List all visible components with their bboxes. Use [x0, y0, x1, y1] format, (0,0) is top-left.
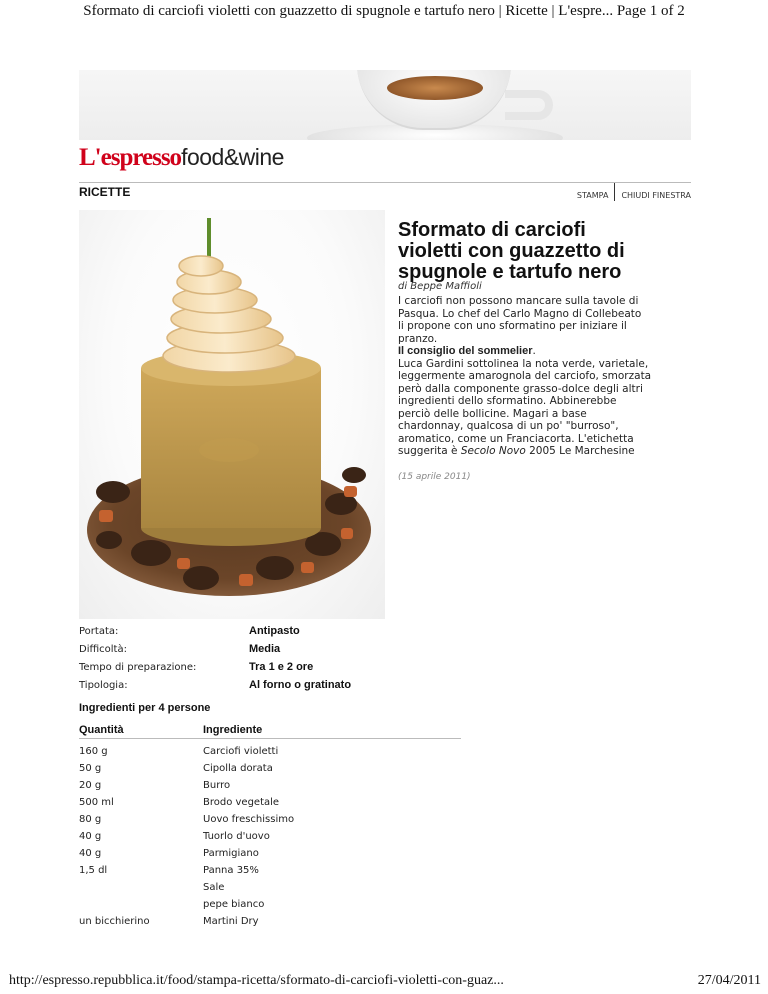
- ingredient-name: Burro: [203, 780, 231, 791]
- ingredients-body: [79, 739, 461, 930]
- sommelier-line: perciò delle bollicine. Magari a base: [398, 407, 587, 420]
- recipe-photo: [79, 210, 385, 619]
- info-value: Tra 1 e 2 ore: [249, 661, 314, 673]
- ingredients-header-row: [79, 721, 461, 739]
- ingredient-name: pepe bianco: [203, 899, 265, 910]
- ingredient-row: [79, 743, 461, 760]
- info-row-tipologia: [79, 676, 351, 694]
- intro-line: li propone con uno sformatino per iniziare il: [398, 320, 627, 332]
- title-line: Sformato di carciofi: [398, 219, 586, 241]
- info-label: Tempo di preparazione:: [79, 661, 197, 673]
- info-row-tempo: [79, 658, 351, 676]
- info-value: Al forno o gratinato: [249, 679, 352, 691]
- wine-name: Secolo Novo: [460, 445, 526, 457]
- ingredient-row: [79, 879, 461, 896]
- title-line: spugnole e tartufo nero: [398, 261, 622, 283]
- ingredient-row: [79, 913, 461, 930]
- info-row-portata: [79, 622, 351, 640]
- ingredient-quantity: 160 g: [79, 746, 108, 757]
- publication-date: (15 aprile 2011): [398, 472, 471, 482]
- header-divider: [79, 182, 691, 183]
- ingredient-quantity: 1,5 dl: [79, 865, 108, 876]
- ingredient-row: [79, 794, 461, 811]
- title-line: violetti con guazzetto di: [398, 240, 625, 262]
- footer-url: http://espresso.repubblica.it/food/stampa-ricetta/sformato-di-carciofi-violetti-con-guaz...: [9, 973, 504, 988]
- ingredient-quantity: 20 g: [79, 780, 102, 791]
- ingredient-name: Cipolla dorata: [203, 763, 273, 774]
- ingredient-name: Panna 35%: [203, 865, 259, 876]
- ingredient-name: Martini Dry: [203, 916, 259, 927]
- info-value: Antipasto: [249, 625, 300, 637]
- print-footer: [9, 973, 761, 989]
- ingredient-row: [79, 811, 461, 828]
- sommelier-line: leggermente amarognola del carciofo, smorzata: [398, 370, 652, 382]
- ingredient-name: Tuorlo d'uovo: [203, 831, 270, 842]
- section-label: RICETTE: [79, 185, 131, 199]
- ingredient-quantity: 50 g: [79, 763, 102, 774]
- ingredient-name: Sale: [203, 882, 225, 893]
- intro-line: I carciofi non possono mancare sulla tavole di: [398, 295, 639, 307]
- info-label: Portata:: [79, 625, 119, 637]
- recipe-title: [398, 220, 688, 283]
- page-tools: [577, 189, 691, 201]
- info-value: Media: [249, 643, 281, 655]
- wine-suffix: 2005 Le Marchesine: [525, 445, 635, 457]
- cup-handle-graphic: [505, 90, 553, 120]
- coffee-graphic: [387, 76, 483, 100]
- ingredient-row: [79, 760, 461, 777]
- info-label: Difficoltà:: [79, 643, 127, 655]
- footer-date: 27/04/2011: [697, 973, 761, 988]
- sommelier-line: ingredienti dello sformatino. Abbinerebbe: [398, 395, 617, 407]
- ingredient-quantity: 40 g: [79, 831, 102, 842]
- ingredient-name: Carciofi violetti: [203, 746, 279, 757]
- sommelier-line: Luca Gardini sottolinea la nota verde, varietale,: [398, 357, 649, 370]
- print-link[interactable]: STAMPA: [576, 190, 609, 200]
- info-row-difficolta: [79, 640, 351, 658]
- ingredient-quantity: 80 g: [79, 814, 102, 825]
- ingredient-name: Brodo vegetale: [203, 797, 280, 808]
- logo-espresso-text: L'espresso: [79, 144, 182, 171]
- intro-line: Pasqua. Lo chef del Carlo Magno di Collebeato: [398, 307, 642, 320]
- coffee-cup-banner: [79, 70, 691, 140]
- sommelier-line: aromatico, come un Franciacorta. L'etichetta: [398, 432, 634, 445]
- recipe-info-table: [79, 622, 351, 694]
- espresso-food-wine-logo[interactable]: [79, 144, 284, 174]
- intro-line: pranzo.: [398, 332, 438, 345]
- ingredient-quantity: 500 ml: [79, 797, 114, 808]
- ingredient-quantity: 40 g: [79, 848, 102, 859]
- ingredient-row: [79, 845, 461, 862]
- sommelier-label: Il consiglio del sommelier: [398, 345, 533, 357]
- ingredients-heading: Ingredienti per 4 persone: [79, 702, 211, 714]
- ingredient-row: [79, 777, 461, 794]
- tools-separator: [614, 183, 615, 201]
- sommelier-line: chardonnay, qualcosa di un po' "burroso",: [398, 420, 619, 432]
- recipe-description: I carciofi non possono mancare sulla tavole di Pasqua. Lo chef del Carlo Magno di Collebeato li propone con uno sformatino per iniziare il pranzo. Il consiglio del sommelier. Luca Gardini sottolinea la nota verde, varietale, leggermente amarognola del carciofo, smorzata però dalla componente grasso-dolce degli altri ingredienti dello sformatino. Abbinerebbe perciò delle bollicine. Magari a base chardonnay, qualcosa di un po' "burroso", aromatico, come un Franciacorta. L'etichetta suggerita è Secolo Novo 2005 Le Marchesine: [398, 295, 652, 457]
- author-byline: di Beppe Maffioli: [398, 281, 482, 292]
- ingredient-name: Uovo freschissimo: [203, 814, 295, 825]
- print-header: Sformato di carciofi violetti con guazzetto di spugnole e tartufo nero | Ricette | L'espre... Page 1 of 2: [83, 3, 685, 19]
- logo-food-wine-text: food&wine: [181, 144, 284, 170]
- close-window-link[interactable]: CHIUDI FINESTRA: [621, 190, 691, 200]
- recipe-photo-illustration: [79, 210, 385, 619]
- ingredient-row: [79, 862, 461, 879]
- wine-prefix: suggerita è: [398, 445, 461, 457]
- ingredient-name: Parmigiano: [203, 848, 259, 859]
- coffee-cup-graphic: [357, 70, 511, 130]
- ingredients-table: [79, 721, 461, 930]
- ingredient-row: [79, 896, 461, 913]
- ingredient-row: [79, 828, 461, 845]
- quantity-column-header: Quantità: [79, 723, 124, 736]
- ingredient-column-header: Ingrediente: [203, 723, 263, 736]
- ingredient-quantity: un bicchierino: [79, 916, 150, 927]
- info-label: Tipologia:: [79, 679, 128, 691]
- sommelier-line: però dalla componente grasso-dolce degli altri: [398, 382, 643, 395]
